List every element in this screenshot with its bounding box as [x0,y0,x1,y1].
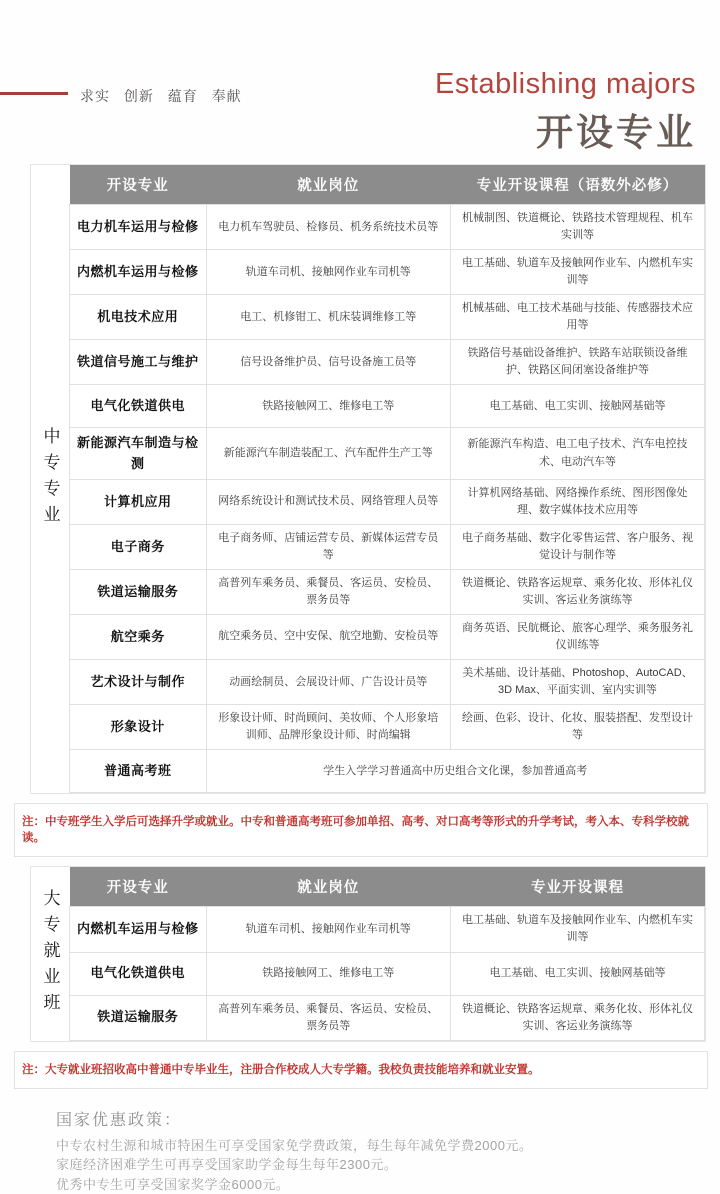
table-header-row [70,165,705,205]
courses: 商务英语、民航概论、旅客心理学、乘务服务礼仪训练等 [450,614,704,659]
job-positions: 高普列车乘务员、乘餐员、客运员、安检员、票务员等 [206,995,450,1040]
major-name: 计算机应用 [70,479,207,524]
school-motto: 求实 创新 蕴育 奉献 [80,88,242,104]
courses: 铁道概论、铁路客运规章、乘务化妆、形体礼仪实训、客运业务演练等 [450,995,704,1040]
content-area [14,164,708,1194]
merged-row-text: 学生入学学习普通高中历史组合文化课，参加普通高考 [206,750,704,793]
page-header [0,0,720,160]
table-row-merged [70,750,705,793]
column-header-major: 开设专业 [70,867,207,907]
table-header-row [70,867,705,907]
table-row [70,479,705,524]
table-row [70,614,705,659]
job-positions: 电工、机修钳工、机床装调维修工等 [206,295,450,340]
courses: 电工基础、电工实训、接触网基础等 [450,385,704,428]
job-positions: 动画绘制员、会展设计师、广告设计员等 [206,660,450,705]
courses: 电工基础、电工实训、接触网基础等 [450,952,704,995]
job-positions: 轨道车司机、接触网作业车司机等 [206,907,450,952]
courses: 铁道概论、铁路客运规章、乘务化妆、形体礼仪实训、客运业务演练等 [450,569,704,614]
table-row [70,660,705,705]
major-name: 电气化铁道供电 [70,385,207,428]
major-name: 内燃机车运用与检修 [70,907,207,952]
college-class-table [69,867,705,1040]
page-title: 开设专业 [536,112,696,153]
major-name: 航空乘务 [70,614,207,659]
job-positions: 新能源汽车制造装配工、汽车配件生产工等 [206,428,450,479]
title-english: Establishing majors [435,68,696,100]
secondary-majors-panel [30,164,706,794]
job-positions: 铁路接触网工、维修电工等 [206,385,450,428]
courses: 计算机网络基础、网络操作系统、图形图像处理、数字媒体技术应用等 [450,479,704,524]
job-positions: 电子商务师、店铺运营专员、新媒体运营专员等 [206,524,450,569]
major-name: 机电技术应用 [70,295,207,340]
courses: 电子商务基础、数字化零售运营、客户服务、视觉设计与制作等 [450,524,704,569]
job-positions: 铁路接触网工、维修电工等 [206,952,450,995]
column-header-courses: 专业开设课程 [450,867,704,907]
table-row [70,250,705,295]
policy-line: 中专农村生源和城市特困生可享受国家免学费政策，每生每年减免学费2000元。 [56,1137,533,1153]
courses: 电工基础、轨道车及接触网作业车、内燃机车实训等 [450,907,704,952]
major-name: 铁道运输服务 [70,995,207,1040]
table-row [70,569,705,614]
courses: 新能源汽车构造、电工电子技术、汽车电控技术、电动汽车等 [450,428,704,479]
table-row [70,205,705,250]
table-row [70,995,705,1040]
major-name: 形象设计 [70,705,207,750]
major-name: 铁道信号施工与维护 [70,340,207,385]
national-policy-section [56,1107,708,1194]
column-header-jobs: 就业岗位 [206,867,450,907]
major-name: 内燃机车运用与检修 [70,250,207,295]
table-row [70,340,705,385]
major-name: 电力机车运用与检修 [70,205,207,250]
column-header-courses: 专业开设课程（语数外必修） [450,165,704,205]
job-positions: 电力机车驾驶员、检修员、机务系统技术员等 [206,205,450,250]
major-name: 新能源汽车制造与检测 [70,428,207,479]
major-name: 电气化铁道供电 [70,952,207,995]
courses: 机械基础、电工技术基础与技能、传感器技术应用等 [450,295,704,340]
column-header-jobs: 就业岗位 [206,165,450,205]
job-positions: 信号设备维护员、信号设备施工员等 [206,340,450,385]
policy-line: 优秀中专生可享受国家奖学金6000元。 [56,1176,290,1192]
accent-rule [0,92,68,95]
job-positions: 形象设计师、时尚顾问、美妆师、个人形象培训师、品牌形象设计师、时尚编辑 [206,705,450,750]
courses: 机械制图、铁道概论、铁路技术管理规程、机车实训等 [450,205,704,250]
job-positions: 轨道车司机、接触网作业车司机等 [206,250,450,295]
courses: 铁路信号基础设备维护、铁路车站联锁设备维护、铁路区间闭塞设备维护等 [450,340,704,385]
job-positions: 航空乘务员、空中安保、航空地勤、安检员等 [206,614,450,659]
major-name: 铁道运输服务 [70,569,207,614]
courses: 电工基础、轨道车及接触网作业车、内燃机车实训等 [450,250,704,295]
job-positions: 网络系统设计和测试技术员、网络管理人员等 [206,479,450,524]
courses: 美术基础、设计基础、Photoshop、AutoCAD、3D Max、平面实训、室内实训等 [450,660,704,705]
major-name: 艺术设计与制作 [70,660,207,705]
major-name: 普通高考班 [70,750,207,793]
major-name: 电子商务 [70,524,207,569]
table-row [70,705,705,750]
secondary-majors-table [69,165,705,793]
secondary-note: 注：中专班学生入学后可选择升学或就业。中专和普通高考班可参加单招、高考、对口高考等形式的升学考试，考入本、专科学校就读。 [14,803,708,857]
job-positions: 高普列车乘务员、乘餐员、客运员、安检员、票务员等 [206,569,450,614]
table-row [70,524,705,569]
table-row [70,295,705,340]
table-row [70,952,705,995]
college-note: 注：大专就业班招收高中普通中专毕业生，注册合作校成人大专学籍。我校负责技能培养和就业安置。 [14,1051,708,1089]
table-row [70,907,705,952]
policy-heading: 国家优惠政策： [56,1111,183,1129]
section-label-zhongzhuan: 中专专业 [40,427,60,532]
section-label-dazhuan: 大专就业班 [40,889,60,1019]
table-row [70,428,705,479]
policy-line: 家庭经济困难学生可再享受国家助学金每生每年2300元。 [56,1157,398,1173]
college-class-panel [30,866,706,1041]
table-row [70,385,705,428]
column-header-major: 开设专业 [70,165,207,205]
courses: 绘画、色彩、设计、化妆、服装搭配、发型设计等 [450,705,704,750]
